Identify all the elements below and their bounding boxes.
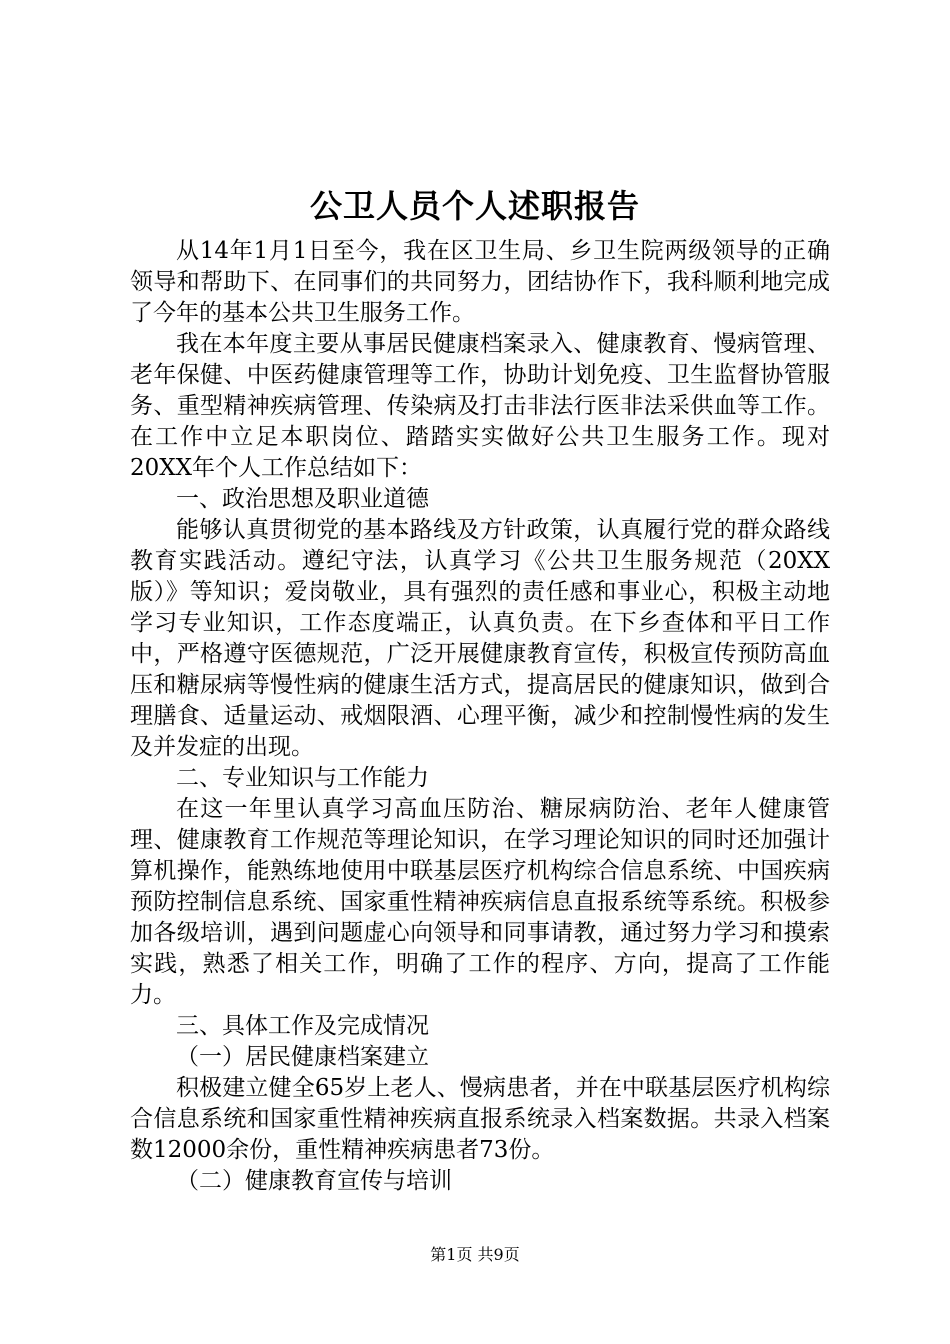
document-title: 公卫人员个人述职报告	[309, 187, 640, 225]
heading-political: 一、政治思想及职业道德	[176, 486, 429, 512]
document-body	[130, 236, 830, 1197]
paragraph-intro: 从14年1月1日至今，我在区卫生局、乡卫生院两级领导的正确领导和帮助下、在同事们的共同努力，团结协作下，我科顺利地完成了今年的基本公共卫生服务工作。	[130, 238, 830, 326]
paragraph-political: 能够认真贯彻党的基本路线及方针政策，认真履行党的群众路线教育实践活动。遵纪守法，认真学习《公共卫生服务规范（20XX版）》等知识；爱岗敬业，具有强烈的责任感和事业心，积极主动地学习专业知识，工作态度端正，认真负责。在下乡查体和平日工作中，严格遵守医德规范，广泛开展健康教育宣传，积极宣传预防高血压和糖尿病等慢性病的健康生活方式，提高居民的健康知识，做到合理膳食、适量运动、戒烟限酒、心理平衡，减少和控制慢性病的发生及并发症的出现。	[130, 517, 830, 760]
heading-specific-work: 三、具体工作及完成情况	[176, 1013, 429, 1039]
subheading-health-education: （二）健康教育宣传与培训	[176, 1168, 452, 1194]
subheading-health-records: （一）居民健康档案建立	[176, 1044, 429, 1070]
paragraph-health-records: 积极建立健全65岁上老人、慢病患者，并在中联基层医疗机构综合信息系统和国家重性精神疾病直报系统录入档案数据。共录入档案数12000余份，重性精神疾病患者73份。	[130, 1075, 830, 1163]
page-footer: 第1页 共9页	[430, 1245, 520, 1264]
heading-professional: 二、专业知识与工作能力	[176, 765, 429, 791]
paragraph-professional: 在这一年里认真学习高血压防治、糖尿病防治、老年人健康管理、健康教育工作规范等理论知识，在学习理论知识的同时还加强计算机操作，能熟练地使用中联基层医疗机构综合信息系统、中国疾病预防控制信息系统、国家重性精神疾病信息直报系统等系统。积极参加各级培训，遇到问题虚心向领导和同事请教，通过努力学习和摸索实践，熟悉了相关工作，明确了工作的程序、方向，提高了工作能力。	[130, 796, 830, 1008]
paragraph-duties: 我在本年度主要从事居民健康档案录入、健康教育、慢病管理、老年保健、中医药健康管理等工作，协助计划免疫、卫生监督协管服务、重型精神疾病管理、传染病及打击非法行医非法采供血等工作。在工作中立足本职岗位、踏踏实实做好公共卫生服务工作。现对20XX年个人工作总结如下：	[130, 331, 830, 481]
